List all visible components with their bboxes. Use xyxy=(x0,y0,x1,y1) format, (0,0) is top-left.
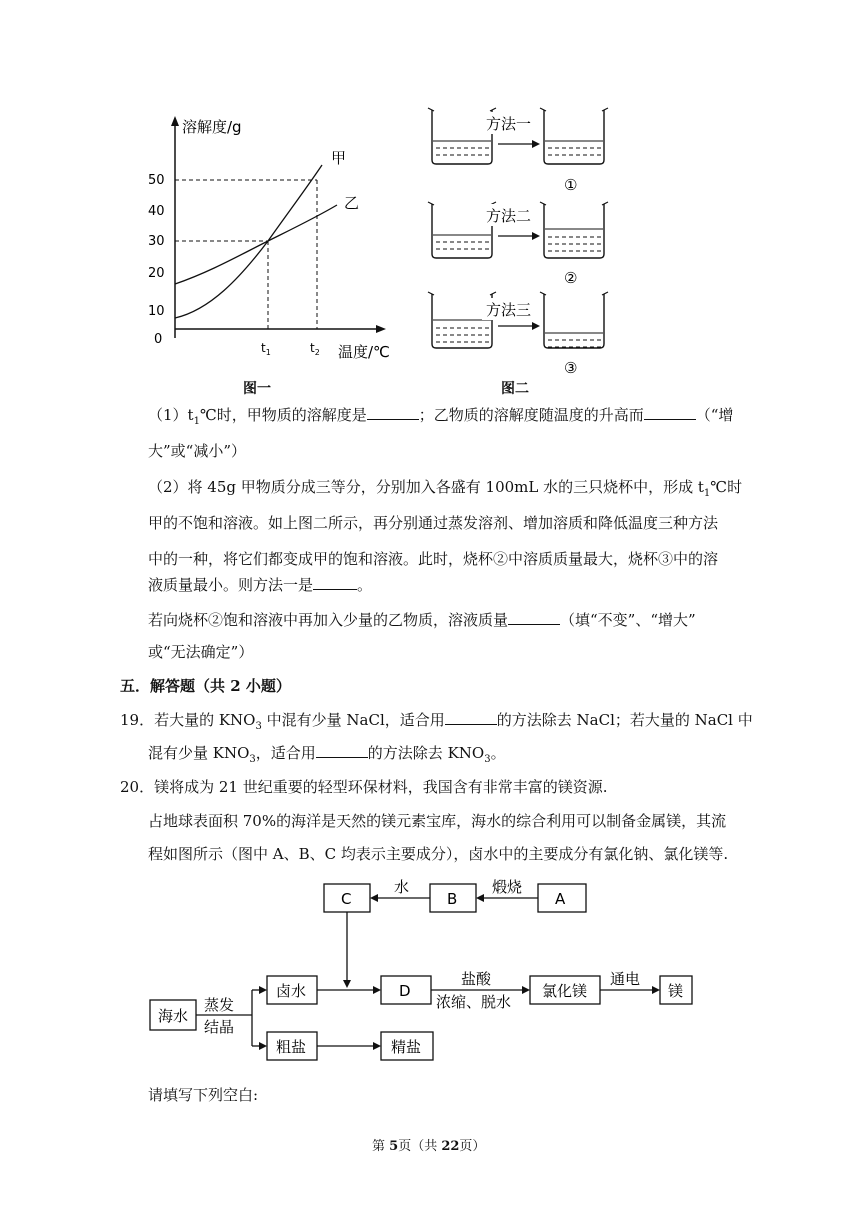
flow-D: D xyxy=(399,982,411,1000)
method2-label: 方法二 xyxy=(486,207,532,225)
flow-crude-salt: 粗盐 xyxy=(276,1038,307,1056)
curve-yi-label: 乙 xyxy=(344,194,360,212)
method3-label: 方法三 xyxy=(486,301,532,319)
curve-yi xyxy=(175,205,337,284)
q18-part3-line1: 若向烧杯②饱和溶液中再加入少量的乙物质，溶液质量 （填“不变”、“增大” xyxy=(148,611,696,629)
y-tick-50: 50 xyxy=(148,173,165,188)
flow-mg: 镁 xyxy=(668,982,684,1000)
q20-line2: 占地球表面积 70%的海洋是天然的镁元素宝库，海水的综合利用可以制备金属镁，其流 xyxy=(148,812,727,830)
beaker3-label: ③ xyxy=(564,359,578,377)
beaker-diagram xyxy=(420,98,610,378)
q20-line4: 请填写下列空白: xyxy=(148,1086,259,1104)
q18-part2-line2: 甲的不饱和溶液。如上图二所示，再分别通过蒸发溶剂、增加溶质和降低温度三种方法 xyxy=(148,514,719,532)
q20-line3: 程如图所示（图中 A、B、C 均表示主要成分），卤水中的主要成分有氯化钠、氯化镁等. xyxy=(148,845,729,863)
y-tick-0: 0 xyxy=(154,332,163,347)
flow-water: 水 xyxy=(394,878,410,896)
beaker-1-right xyxy=(540,108,608,164)
method1-label: 方法一 xyxy=(486,115,532,133)
flow-evap2: 结晶 xyxy=(204,1018,235,1036)
q18-part2-line1: （2）将 45g 甲物质分成三等分，分别加入各盛有 100mL 水的三只烧杯中，形成 $t_1℃$时 xyxy=(148,478,743,499)
flow-diagram xyxy=(140,876,710,1076)
y-axis-arrow xyxy=(171,116,179,126)
q19-line2: 混有少量 $KNO_3$，适合用 的方法除去 $KNO_3$。 xyxy=(148,744,506,765)
q18-part2-line3: 中的一种，将它们都变成甲的饱和溶液。此时，烧杯②中溶质质量最大，烧杯③中的溶 xyxy=(148,550,719,568)
beaker-3-right xyxy=(540,292,608,348)
flow-mgcl2: 氯化镁 xyxy=(542,982,588,1000)
y-tick-30: 30 xyxy=(148,234,165,249)
page-footer: 第 5页（共 22页） xyxy=(372,1139,486,1154)
curve-jia-label: 甲 xyxy=(331,149,347,167)
flow-A: A xyxy=(555,890,566,908)
q18-part1-line1: $(1)t_1℃$时，甲物质的溶解度是 ；乙物质的溶解度随温度的升高而 （“增 xyxy=(148,406,734,427)
q18-part3-line2: 或“无法确定”） xyxy=(148,643,254,661)
beaker1-label: ① xyxy=(564,176,578,194)
beaker-2-right xyxy=(540,202,608,258)
flow-seawater: 海水 xyxy=(158,1007,189,1025)
flow-fine-salt: 精盐 xyxy=(391,1038,422,1056)
flow-C: C xyxy=(341,890,352,908)
figure2-caption: 图二 xyxy=(501,381,529,397)
solubility-chart xyxy=(140,110,400,370)
flow-concentrate: 浓缩、脱水 xyxy=(436,993,512,1011)
q20-line1: 20．镁将成为 21 世纪重要的轻型环保材料，我国含有非常丰富的镁资源. xyxy=(120,778,608,796)
q19-line1: 19．若大量的 $KNO_3$ 中混有少量 NaCl，适合用 的方法除去 NaCl；若大量的 NaCl 中 xyxy=(120,711,753,732)
flow-electrolysis: 通电 xyxy=(610,970,641,988)
flow-B: B xyxy=(447,890,458,908)
q18-part2-line4: 液质量最小。则方法一是 。 xyxy=(148,576,373,594)
flow-hcl: 盐酸 xyxy=(461,970,492,988)
x-axis-arrow xyxy=(376,325,386,333)
q18-part1-line2: 大”或“减小”） xyxy=(148,442,247,460)
flow-evap1: 蒸发 xyxy=(204,996,235,1014)
y-tick-20: 20 xyxy=(148,266,165,281)
y-tick-10: 10 xyxy=(148,304,165,319)
flow-brine: 卤水 xyxy=(276,982,307,1000)
flow-calcine: 煅烧 xyxy=(492,878,523,896)
x-tick-t1: $t_1$ xyxy=(261,341,271,357)
x-tick-t2: $t_2$ xyxy=(310,341,320,357)
x-axis-label: 温度/℃ xyxy=(338,343,390,361)
y-axis-label: 溶解度/g xyxy=(182,118,242,136)
figure1-caption: 图一 xyxy=(243,381,271,397)
beaker2-label: ② xyxy=(564,269,578,287)
y-tick-40: 40 xyxy=(148,204,165,219)
section5-heading: 五．解答题（共 2 小题） xyxy=(120,677,291,695)
